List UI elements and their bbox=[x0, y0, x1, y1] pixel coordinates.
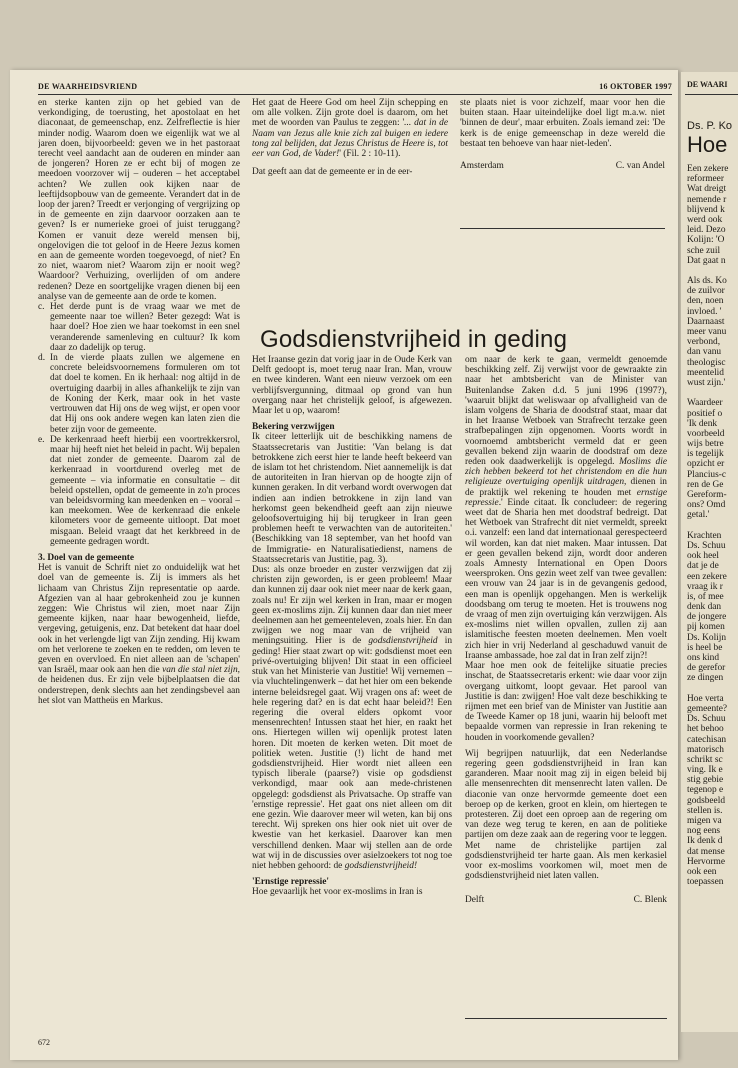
list-item-c bbox=[38, 302, 240, 353]
right-page-line: verbond, bbox=[687, 337, 721, 348]
section-heading-doel: 3. Doel van de gemeente bbox=[38, 552, 135, 563]
right-page-line: Daarnaast bbox=[687, 316, 725, 327]
right-page-line bbox=[687, 388, 738, 398]
right-page-line: Wat dreigt bbox=[687, 184, 727, 195]
right-page-line: Ds. Schuu bbox=[687, 714, 726, 725]
article-text-citation: Ik citeer letterlijk uit de beschikking namens de Staatssecretaris van Justitie: 'Van belang is dat betrokkene zich eerst hier te lande heeft bekeerd van de islam tot het christendom. Niet aannemelijk is dat de autoriteiten in Iran hiervan op de hoogte zijn of kunnen geraken. In dit verband wordt overwogen dat indien aan indien betrokkene in zijn land van herkomst geen bekendheid geeft aan zijn nieuwe geloofsovertuiging hij bij terugkeer in Iran geen problemen heeft te verwachten van de autoriteiten.' (Beschikking van 18 september, van het hoofd van de Immigratie- en Naturalisatiedienst, namens de Staatssecretaris van Justitie, pag. 3). bbox=[252, 432, 452, 565]
article-heading-bekering: Bekering verzwijgen bbox=[252, 422, 335, 433]
right-page-line: ook een bbox=[687, 866, 717, 877]
section-text-part-2: de heidenen dus. Er zijn vele bijbelplaatsen die dat onderstrepen, denk slechts aan het zendingsbevel aan het slot van Mattheüs en Markus. bbox=[38, 675, 240, 706]
right-page-line: reformeer bbox=[687, 174, 724, 185]
magazine-page-left bbox=[10, 70, 678, 1060]
section-text-part-1: Het is vanuit de Schrift niet zo onduidelijk wat het doel van de gemeente is. Zij is immers als het lichaam van Christus Zijn representatie op aarde. Afgezien van al haar gebrokenheid zou je kunnen zeggen: Wie Christus wil zien, moet naar Zijn gemeente kijken, naar haar bewogenheid, liefde, vergeving, getuigenis, enz. Dat betekent dat haar doel ook in het verlengde ligt van Zijn zending. Hij kwam om het verlorene te zoeken en te redden, om leven te geven en overvloed. En niet alleen aan de 'schapen' van Israël, maar ook aan hen die bbox=[38, 563, 240, 676]
article-b-italic-2: ernstige repressie bbox=[465, 487, 667, 508]
right-page-line: den, noen bbox=[687, 296, 724, 307]
right-page-body bbox=[687, 164, 738, 887]
article-heading-repressie: 'Ernstige repressie' bbox=[252, 877, 329, 888]
article-intro: Het Iraanse gezin dat vorig jaar in de Oude Kerk van Delft gedoopt is, moet terug naar Iran. Man, vrouw en twee kinderen. Want een nieuw verzoek om een verblijfsvergunning, ditmaal op grond van hun overgang naar het christelijk geloof, is afgewezen. Maar let u op, waarom! bbox=[252, 355, 452, 417]
right-page-line: ving. Ik e bbox=[687, 765, 723, 776]
right-page-line: dan vanu bbox=[687, 347, 722, 358]
right-page-line: vraag ik r bbox=[687, 581, 723, 592]
right-page-line: is heel be bbox=[687, 642, 723, 653]
right-page-line: nemende r bbox=[687, 194, 727, 205]
signature-place-delft: Delft bbox=[465, 895, 485, 906]
section-text-italic: van die stal niet zijn, bbox=[162, 665, 240, 676]
list-text-c: Het derde punt is de vraag waar we met de gemeente naar toe willen? Beter gezegd: Wat is haar doel? Hoe zien we haar toekomst in een snel veranderende samenleving en cultuur? Ik kom daar zo dadelijk op terug. bbox=[50, 302, 240, 353]
right-page-line: Hervorme bbox=[687, 856, 726, 867]
right-page-line: dat mense bbox=[687, 846, 725, 857]
right-page-line: Waardeer bbox=[687, 398, 723, 409]
right-page-line bbox=[687, 521, 738, 531]
right-page-line: Plancius-c bbox=[687, 469, 727, 480]
right-page-line: Hoe verta bbox=[687, 693, 724, 704]
article-b-text-2: dienen in de praktijk wel rekening te houden met bbox=[465, 477, 667, 498]
issue-date: 16 OKTOBER 1997 bbox=[599, 82, 672, 91]
right-page-line: Kolijn: 'O bbox=[687, 235, 725, 246]
right-page-rule bbox=[685, 94, 738, 95]
list-marker-c: c. bbox=[38, 302, 45, 313]
right-page-line: theologisc bbox=[687, 357, 726, 368]
article-column-a bbox=[252, 355, 452, 1035]
list-item-e bbox=[38, 435, 240, 547]
list-text-d: In de vierde plaats zullen we algemene en concrete beleidsvoornemens formuleren om tot dat doel te komen. En ik herhaal: nog altijd in de overtuiging daarbij in alles afhankelijk te zijn van de Koning der Kerk, maar ook in het vaste vertrouwen dat Hij ons de weg wijst, er open voor dat Hij ons ook andere wegen kan laten zien die beter zijn voor de gemeente. bbox=[50, 353, 240, 435]
right-page-line: Een zekere bbox=[687, 164, 729, 174]
signature-place: Amsterdam bbox=[460, 161, 504, 172]
right-page-line: meentelid bbox=[687, 367, 724, 378]
right-page-line: nog eens bbox=[687, 826, 721, 837]
right-page-line: Dat gaat n bbox=[687, 255, 726, 266]
right-page-line: getal.' bbox=[687, 510, 710, 521]
right-page-line: dat je de bbox=[687, 561, 719, 572]
right-page-line: het behoo bbox=[687, 724, 724, 735]
right-page-line: schrikt sc bbox=[687, 754, 723, 765]
right-page-header: DE WAARI bbox=[687, 80, 728, 89]
right-page-line: godsbeeld bbox=[687, 795, 726, 806]
right-page-line: de zuilvor bbox=[687, 286, 725, 297]
article-text-dus-2: in geding! Hier staat zwart op wit: godsdienst moet een privé-overtuiging blijven! Dit staat in een officieel stuk van het Ministerie van Justitie! Wij vernemen – via vluchtelingenwerk – dat het hier om een bekende interne beleidsregel gaat. Wij vragen ons af: weet de hele regering dat? en is dat echt haar beleid?! Een regering die overal elders opkomt voor mensenrechten! Intussen staat het hier, en raakt het ons. Hiertegen willen wij openlijk protest laten horen. Dit moeten de kerken weten. Dit moet de politiek weten. Justitie (!) licht de hand met godsdienstvrijheid. Hier wordt niet alleen een typisch liberale (paarse?) visie op godsdienst verkondigd, maar ook aan mede-christenen opgelegd: godsdienst als Privatsache. Op straffe van 'ernstige repressie'. Het gaat ons niet alleen om dit ene gezin. Wie daarover meer wil weten, kan bij ons terecht. Wij spreken ons hier ook niet uit over de kwestie van het kerkasiel. Daarover kan men verschillend denken. Maar wij stellen aan de orde wat wij in de discussies over asielzoekers tot nog toe niet hebben gehoord: de bbox=[252, 636, 452, 871]
column-2-top bbox=[252, 98, 448, 278]
signature-author: C. van Andel bbox=[615, 161, 665, 172]
col2-continuation: Dat geeft aan dat de gemeente er in de eer- bbox=[252, 167, 413, 178]
right-page-line: positief o bbox=[687, 408, 723, 419]
article-text-gevaarlijk: Hoe gevaarlijk het voor ex-moslims in Iran is bbox=[252, 887, 423, 898]
right-page-line: ook heel bbox=[687, 551, 720, 562]
right-page-line: opzicht er bbox=[687, 459, 725, 470]
right-page-line: 'Ik denk bbox=[687, 418, 718, 429]
article-text-dus-1: Dus: als onze broeder en zuster verzwijgen dat zij christen zijn geworden, is er geen probleem! Maar dan kunnen zij daar ook niet meer naar de kerk gaan, zoals nu! Er zijn wel kerken in Iran, maar er mogen geen ex-moslims zijn. Zij kunnen daar dan niet meer deelnemen aan het gemeenteleven, zoals hier. En dan zwijgen we nog maar van de vrijheid van meningsuiting. Hier is de bbox=[252, 565, 452, 647]
right-page-line: werd ook bbox=[687, 214, 723, 225]
right-page-line: meer vanu bbox=[687, 327, 727, 337]
right-page-line: pij komen bbox=[687, 622, 725, 633]
column-1 bbox=[38, 98, 240, 1026]
right-page-line: ren de Ge bbox=[687, 479, 724, 490]
right-page-line: de jongere bbox=[687, 612, 727, 623]
right-page-line: Ik denk d bbox=[687, 836, 723, 847]
article-bottom-rule bbox=[465, 1018, 667, 1019]
right-page-title: Hoe bbox=[687, 132, 728, 157]
right-page-line: stellen is. bbox=[687, 805, 723, 816]
article-b-text-1: om naar de kerk te gaan, vermeldt genoemde beschikking zelf. Zij verwijst voor de gewraakte zin naar het ambtsbericht van de Minister van Buitenlandse Zaken d.d. 5 juni 1996 (1997?), 'waaruit blijkt dat weliswaar op afvalligheid van de islam volgens de Sharia de doodstraf staat, maar dat in het Iraanse Wetboek van Strafrecht terzake geen strafbepalingen zijn opgenomen. Voorts wordt in voornoemd ambtsbericht vermeld dat er geen gevallen bekend zijn waarin de doodstraf om deze reden ook daadwerkelijk is opgelegd. bbox=[465, 355, 667, 468]
col2-text-2: ' (Fil. 2 : 10-11). bbox=[339, 149, 401, 160]
right-page-author: Ds. P. Ko bbox=[687, 120, 733, 132]
list-marker-e: e. bbox=[38, 434, 45, 445]
right-page-line: toepassen bbox=[687, 877, 724, 888]
article-divider-top bbox=[460, 228, 665, 229]
right-page-line: is, of mee bbox=[687, 591, 724, 602]
article-b-italic-1: Moslims die zich hebben bekeerd tot het christendom en die hun religieuze overtuiging openlijk uitdragen, bbox=[465, 457, 667, 488]
article-column-b bbox=[465, 355, 667, 1035]
magazine-page-right bbox=[681, 72, 738, 1032]
right-page-line: Krachten bbox=[687, 530, 722, 541]
right-page-line: blijvend k bbox=[687, 204, 725, 215]
signature-andel bbox=[460, 161, 665, 171]
right-page-line: denk dan bbox=[687, 602, 722, 613]
right-page-line: wijs betre bbox=[687, 439, 724, 450]
list-item-d bbox=[38, 353, 240, 435]
right-page-line: Ds. Schuu bbox=[687, 540, 726, 551]
col1-intro: en sterke kanten zijn op het gebied van de verkondiging, de toerusting, het apostolaat en het diaconaat, de gemeenschap, enz. Zelfreflectie is hier minder nodig. Waarom doen we eigenlijk wat we al jaren doen, bijvoorbeeld: geven we in het pastoraat terecht veel aandacht aan de ouderen en minder aan de jongeren? Horen ze er echt bij of mogen ze meedoen voorzover wij – ouderen – het acceptabel achten? We zullen ook kijken naar de leeftijdsopbouw van de gemeente. Verandert dat in de loop der jaren? Treedt er verjonging of vergrijzing op in de gemeente en zijn daarvoor oorzaken aan te geven? Is er numerieke groei of juist teruggang? Komen er vanuit deze wereld mensen bij, ongelovigen die tot geloof in de Heere Jezus komen en aan de gemeente worden toegevoegd, of niet? En zo niet, waarom niet? Waarom zijn er nooit weg? Waardoor? Verhuizing, overlijden of om andere redenen? Deze en soortgelijke vragen dienen bij een analyse van de gemeente aan de orde te komen. bbox=[38, 98, 240, 302]
right-page-line: sche zuil bbox=[687, 245, 721, 256]
right-page-line: de gerefor bbox=[687, 663, 726, 674]
page-number: 672 bbox=[38, 1038, 50, 1047]
right-page-line: stig gebie bbox=[687, 775, 724, 786]
right-page-line bbox=[687, 684, 738, 694]
right-page-line: matorisch bbox=[687, 744, 724, 755]
right-page-line: ze dingen bbox=[687, 673, 724, 684]
right-page-line: Als ds. Ko bbox=[687, 276, 727, 287]
right-page-line: catechisan bbox=[687, 734, 727, 745]
right-page-line: invloed. ' bbox=[687, 306, 722, 317]
right-page-line: een zekere bbox=[687, 571, 727, 582]
signature-blenk bbox=[465, 895, 667, 905]
article-italic-godsdienstvrijheid-2: godsdienstvrijheid! bbox=[344, 860, 418, 871]
col2-quote-paragraph bbox=[252, 98, 448, 159]
right-page-line: Ds. Kolijn bbox=[687, 632, 727, 643]
article-text-beschikking bbox=[465, 355, 667, 661]
right-page-line: is tegelijk bbox=[687, 449, 724, 460]
right-page-line: ons? Omd bbox=[687, 500, 726, 511]
article-text-begrijpen: Wij begrijpen natuurlijk, dat een Nederlandse regering geen godsdienstvrijheid in Iran kan garanderen. Maar nooit mag zij in eigen beleid bij alle mensenrechten dit mensenrecht laten vallen. De diaconie van onze hervormde gemeente doet een beroep op de kerken, groot en klein, om hiertegen te protesteren. Zij doet een oproep aan de regering om van deze weg terug te keren, en aan de politieke partijen om deze zaak aan de regering voor te leggen. Met name de christelijke partijen zal godsdienstvrijheid ter harte gaan. Als men kerkasiel voor ex-moslims voorkomen wil, moet men de godsdienstvrijheid niet laten vallen. bbox=[465, 748, 667, 882]
right-page-line: tegenop e bbox=[687, 785, 724, 796]
signature-author-blenk: C. Blenk bbox=[633, 895, 667, 906]
right-page-line: Gereform- bbox=[687, 490, 727, 500]
list-marker-d: d. bbox=[38, 353, 46, 364]
right-page-line: ons kind bbox=[687, 653, 720, 663]
article-italic-godsdienstvrijheid: godsdienstvrijheid bbox=[368, 636, 438, 647]
article-b-text-3: .' Einde citaat. Ik concludeer: de regering weet dat de Sharia hen met doodstraf bedreigt. Dat het Wetboek van Strafrecht dit niet vermeldt, spreekt o.i. vanzelf: een land dat internationaal gerespecteerd wil worden, kan dat niet maken. Maar intussen. Dat er geen gevallen bekend zijn, wordt door anderen zoals Amnesty International en Open Doors weersproken. Ons gezin weet zelf van twee gevallen: een vrouw van 24 jaar is in de gevangenis gedood, een man is openlijk opgehangen. Men is werkelijk doodsbang om terug te moeten. Het is trouwens nog de vraag of men zijn overtuiging kán verzwijgen. Als ex-moslims niet willen opvallen, zullen zij aan islamitische feesten moeten deelnemen. Men voelt zich hier in vrij Nederland al geschaduwd vanuit de Iraanse ambassade, hoe zal dat in Iran zelf zijn?! bbox=[465, 497, 667, 661]
article-title: Godsdienstvrijheid in geding bbox=[260, 326, 568, 353]
article-text-dus bbox=[252, 565, 452, 871]
right-page-line: leid. Dezo bbox=[687, 225, 726, 236]
col2-text-1: Het gaat de Heere God om heel Zijn schepping en om alle volken. Zijn grote doel is daarom, om het met de woorden van Paulus te zeggen: ' bbox=[252, 98, 448, 129]
right-page-line: migen va bbox=[687, 816, 722, 826]
article-text-inschat: Maar hoe men ook de feitelijke situatie precies inschat, de Staatssecretaris erkent: wie daar voor zijn overgang uitkomt, loopt gevaar. Het parool van Justitie is dan: zwijgen! Hoe valt deze beschikking te rijmen met een brief van de Minister van Justitie aan de Tweede Kamer op 18 juni, waarin hij belooft met bepaalde vormen van repressie in Iran rekening te houden in voorkomende gevallen? bbox=[465, 661, 667, 743]
col2-bible-quote: ... dat in de Naam van Jezus alle knie zich zal buigen en iedere tong zal belijden, dat Jezus Christus de Heere is, tot eer van God, de Vader! bbox=[252, 118, 448, 160]
list-text-e: De kerkenraad heeft hierbij een voortrekkersrol, maar hij heeft niet het beleid in pacht. Wij bepalen dat niet zonder de gemeente. Daarom zal de kerkenraad in voortdurend overleg met de gemeente – via informatie en consultatie – dit beleid opstellen, opdat de gemeente in zo'n proces van beleidsvorming kan meedenken en – vooral – kan meekomen. Wee de kerkenraad die enkele kilometers voor de gemeente uitloopt. Dat moet misgaan. Beleid vraagt dat het kerkbreed in de gemeente gedragen wordt. bbox=[50, 434, 240, 547]
publication-name: DE WAARHEIDSVRIEND bbox=[38, 82, 138, 91]
column-3-top bbox=[460, 98, 665, 278]
right-page-line bbox=[687, 266, 738, 276]
right-page-line: voorbeeld bbox=[687, 428, 725, 439]
col3-text: ste plaats niet is voor zichzelf, maar voor hen die buiten staan. Haar uiteindelijke doel ligt m.a.w. niet 'binnen de deur', maar erbuiten. Zoals iemand zei: 'De kerk is de enige gemeenschap in deze wereld die bestaat ten behoeve van haar niet-leden'. bbox=[460, 98, 665, 149]
right-page-line: gemeente? bbox=[687, 703, 728, 714]
right-page-line: wust zijn.' bbox=[687, 377, 726, 388]
section-text-doel bbox=[38, 563, 240, 706]
running-header bbox=[38, 80, 672, 95]
